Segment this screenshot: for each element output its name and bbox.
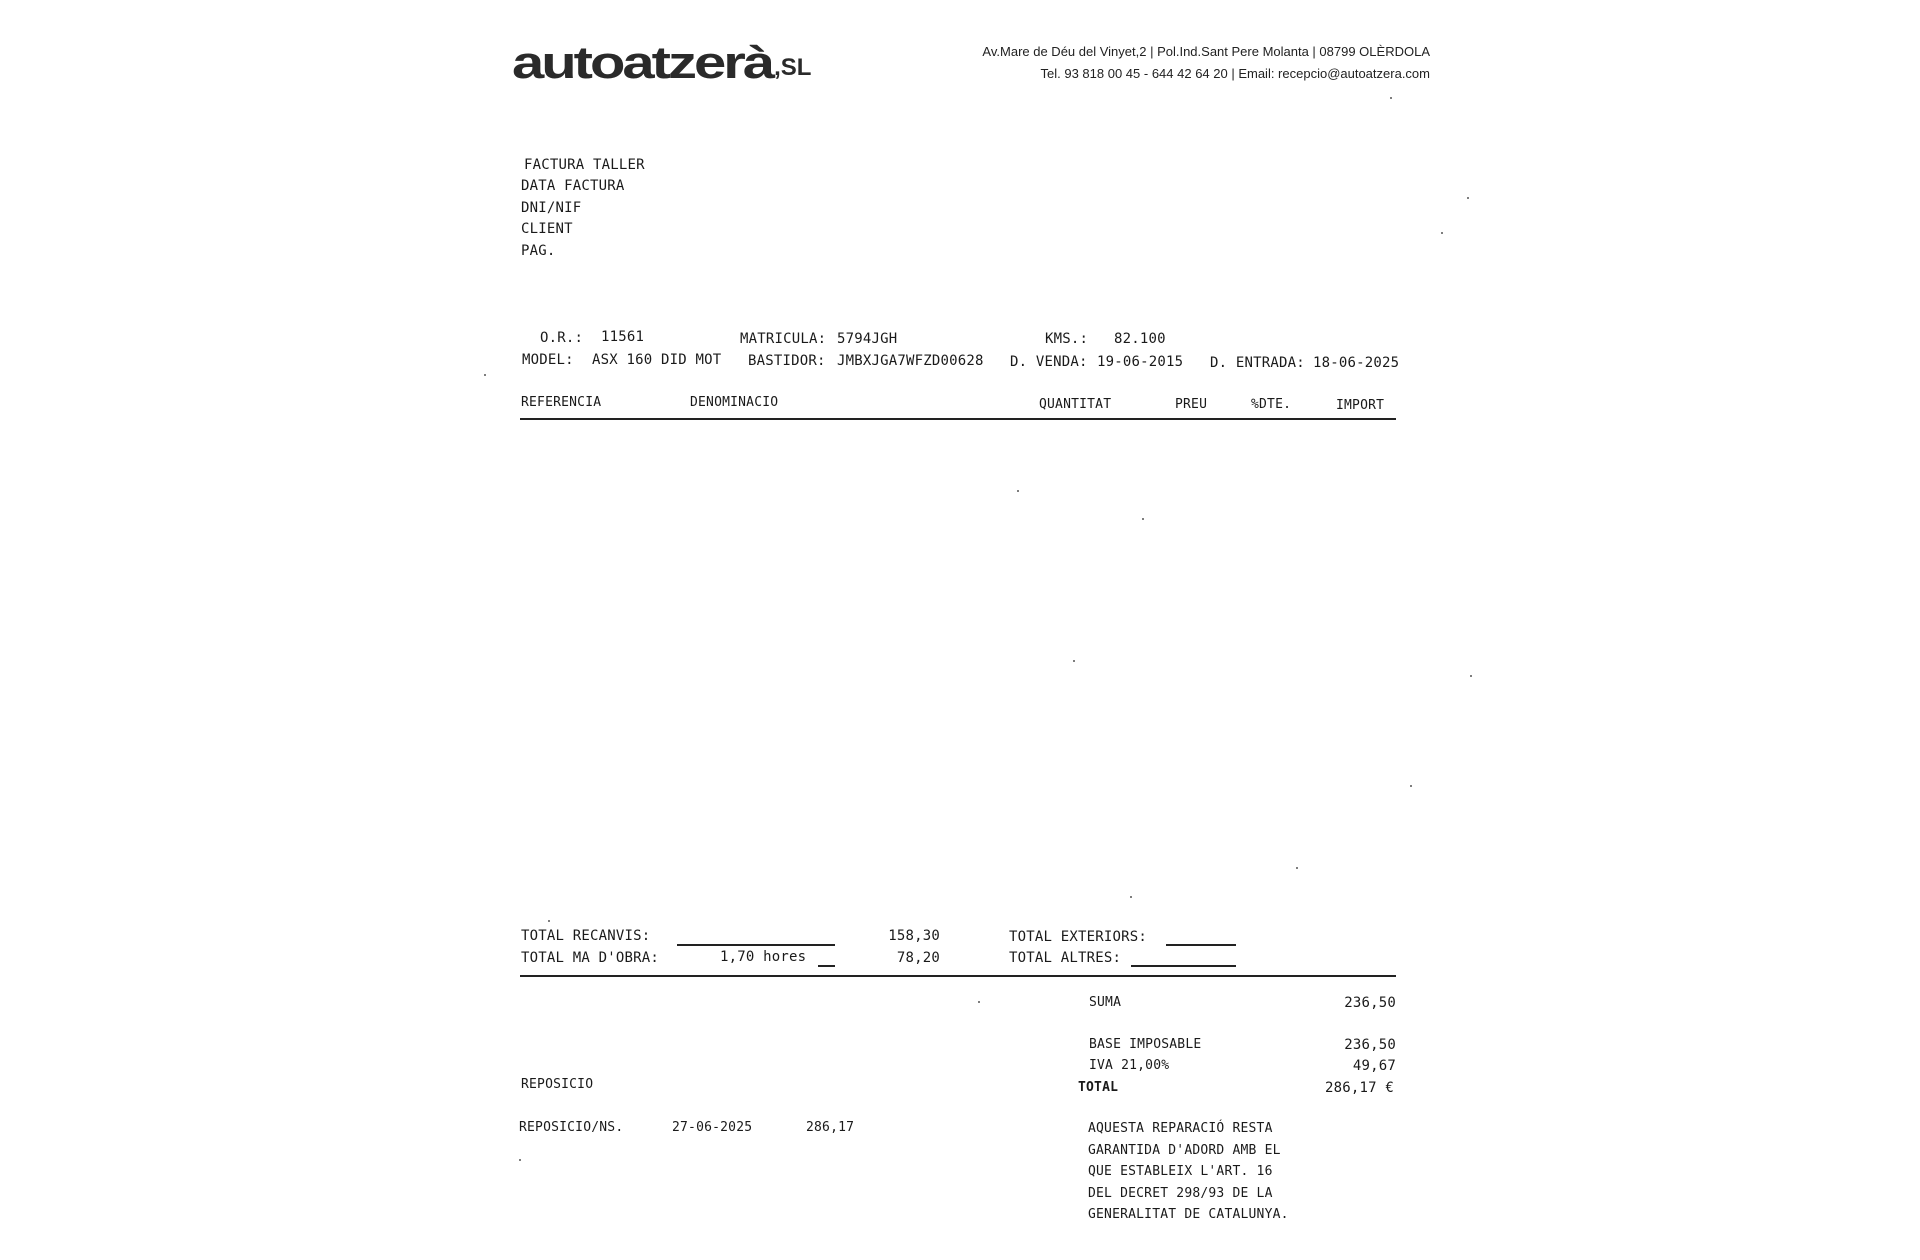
matricula-label: MATRICULA: [740, 331, 827, 347]
reposicio-title: REPOSICIO [521, 1077, 594, 1092]
total-label: TOTAL [1078, 1080, 1119, 1095]
total-recanvis-underline [677, 944, 835, 946]
entrada-value: 18-06-2025 [1313, 355, 1400, 371]
total-ma-obra-underline [818, 965, 835, 967]
total-ma-obra-label: TOTAL MA D'OBRA: [521, 950, 660, 966]
company-phone-email: Tel. 93 818 00 45 - 644 42 64 20 | Email: recepcio@autoatzera.com [1040, 66, 1430, 81]
guarantee-line-2: GARANTIDA D'ADORD AMB EL [1088, 1143, 1281, 1158]
scan-speck [519, 1159, 521, 1161]
total-altres-underline [1131, 965, 1236, 967]
guarantee-line-4: DEL DECRET 298/93 DE LA [1088, 1186, 1273, 1201]
base-imposable-label: BASE IMPOSABLE [1089, 1037, 1202, 1052]
scan-speck [978, 1001, 980, 1003]
or-value: 11561 [601, 329, 645, 345]
scan-speck [548, 920, 550, 922]
total-ma-obra-hours: 1,70 hores [720, 949, 807, 965]
kms-value: 82.100 [1114, 331, 1166, 347]
scan-speck [1390, 97, 1392, 99]
col-denominacio: DENOMINACIO [690, 395, 779, 410]
scan-speck [1296, 867, 1298, 869]
company-address: Av.Mare de Déu del Vinyet,2 | Pol.Ind.Sant Pere Molanta | 08799 OLÈRDOLA [982, 44, 1430, 59]
reposicio-row-label: REPOSICIO/NS. [519, 1120, 624, 1135]
scan-speck [1142, 518, 1144, 520]
or-label: O.R.: [540, 330, 584, 346]
company-contact [940, 40, 1430, 90]
col-referencia: REFERENCIA [521, 395, 602, 410]
guarantee-line-5: GENERALITAT DE CATALUNYA. [1088, 1207, 1289, 1222]
col-dte: %DTE. [1251, 397, 1292, 412]
scan-speck [1470, 675, 1472, 677]
company-logo [512, 24, 811, 88]
total-recanvis-value: 158,30 [888, 928, 940, 944]
scan-speck [1441, 232, 1443, 234]
invoice-label-factura-taller: FACTURA TALLER [524, 157, 645, 173]
bastidor-label: BASTIDOR: [748, 353, 826, 369]
company-logo-main: autoatzerà [512, 37, 773, 88]
totals-divider [520, 975, 1396, 977]
col-preu: PREU [1175, 397, 1208, 412]
total-ma-obra-value: 78,20 [896, 950, 940, 966]
iva-value: 49,67 [1352, 1058, 1396, 1074]
venda-label: D. VENDA: [1010, 354, 1088, 370]
scan-speck [1410, 785, 1412, 787]
table-header-divider [520, 418, 1396, 420]
total-recanvis-label: TOTAL RECANVIS: [521, 928, 651, 944]
venda-value: 19-06-2015 [1097, 354, 1184, 370]
invoice-label-pag: PAG. [521, 243, 556, 259]
guarantee-line-3: QUE ESTABLEIX L'ART. 16 [1088, 1164, 1273, 1179]
scan-speck [1017, 490, 1019, 492]
model-label: MODEL: [522, 352, 574, 368]
total-value: 286,17 € [1324, 1080, 1394, 1096]
invoice-label-dni-nif: DNI/NIF [521, 200, 582, 216]
total-exteriors-underline [1166, 944, 1236, 946]
suma-value: 236,50 [1344, 995, 1396, 1011]
scan-speck [1073, 660, 1075, 662]
reposicio-row-amount: 286,17 [806, 1120, 855, 1135]
invoice-label-data-factura: DATA FACTURA [521, 178, 625, 194]
suma-label: SUMA [1089, 995, 1122, 1010]
bastidor-value: JMBXJGA7WFZD00628 [837, 353, 984, 369]
company-logo-suffix: ,SL [774, 54, 812, 81]
model-value: ASX 160 DID MOT [592, 352, 722, 368]
guarantee-line-1: AQUESTA REPARACIÓ RESTA [1088, 1121, 1273, 1136]
kms-label: KMS.: [1045, 331, 1089, 347]
entrada-label: D. ENTRADA: [1210, 355, 1305, 371]
scan-speck [1130, 896, 1132, 898]
scan-speck [1467, 197, 1469, 199]
invoice-label-client: CLIENT [521, 221, 573, 237]
matricula-value: 5794JGH [837, 331, 898, 347]
col-import: IMPORT [1336, 398, 1385, 413]
scan-speck [484, 374, 486, 376]
total-altres-label: TOTAL ALTRES: [1009, 950, 1122, 966]
reposicio-row-date: 27-06-2025 [672, 1120, 753, 1135]
total-exteriors-label: TOTAL EXTERIORS: [1009, 929, 1148, 945]
iva-label: IVA 21,00% [1089, 1058, 1170, 1073]
col-quantitat: QUANTITAT [1039, 397, 1112, 412]
base-imposable-value: 236,50 [1344, 1037, 1396, 1053]
